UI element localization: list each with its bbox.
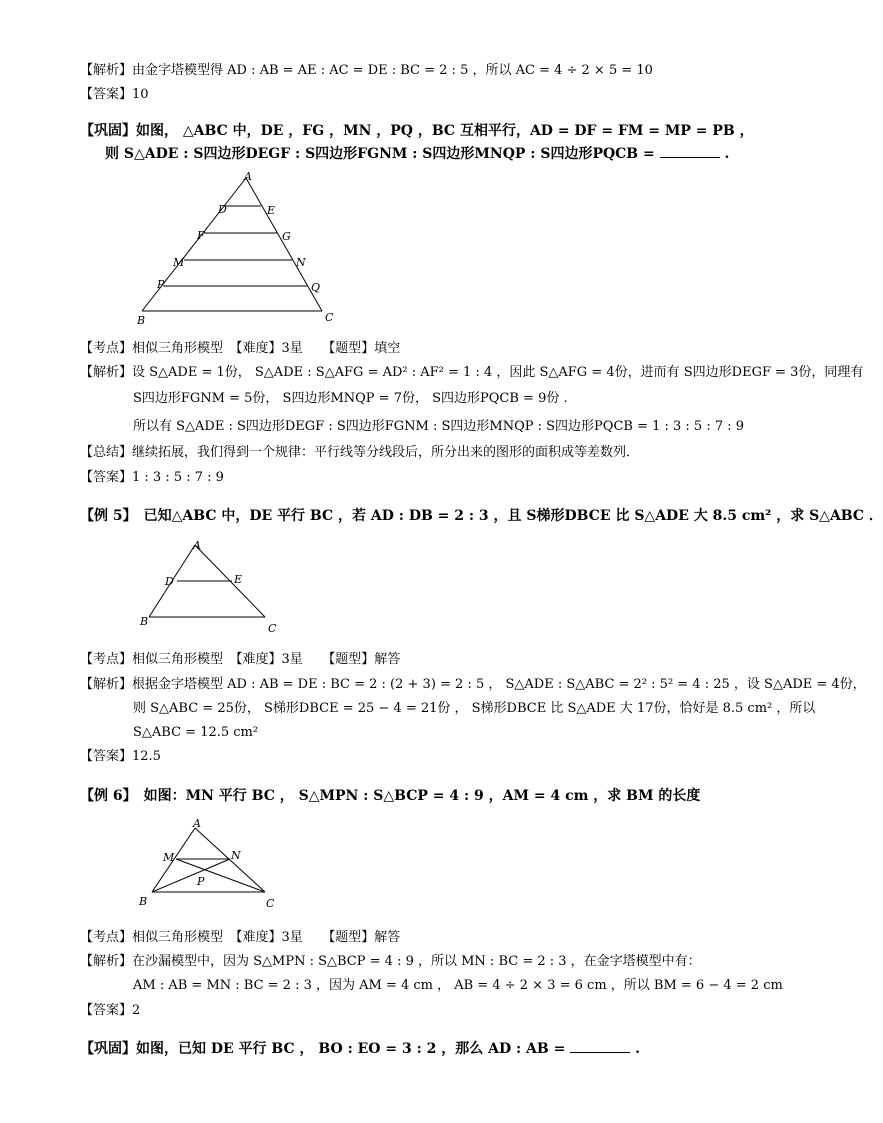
- label-e: E: [234, 573, 243, 586]
- label-d: D: [165, 575, 174, 588]
- label-c: C: [268, 622, 277, 635]
- answer-line: 【答案】12.5: [80, 749, 161, 764]
- question-line: 【巩固】如图， △ABC 中，DE ，FG ，MN ，PQ ，BC 互相平行，AD = DF = FM = MP = PB ，: [80, 123, 754, 139]
- label-a: A: [193, 539, 201, 552]
- analysis-line: 【解析】在沙漏模型中，因为 S△MPN : S△BCP = 4 : 9 ，所以 MN : BC = 2 : 3 ，在金字塔模型中有：: [80, 954, 701, 969]
- label-b: B: [139, 895, 148, 908]
- label-a: A: [244, 170, 252, 183]
- label-a: A: [193, 817, 201, 830]
- label-g: G: [282, 230, 291, 243]
- analysis-line: 【解析】由金字塔模型得 AD : AB = AE : AC = DE : BC = 2 : 5 ，所以 AC = 4 ÷ 2 × 5 = 10: [80, 63, 653, 78]
- label-n: N: [231, 849, 241, 862]
- label-c: C: [325, 311, 334, 324]
- analysis-line: 所以有 S△ADE : S四边形DEGF : S四边形FGNM : S四边形MNQP : S四边形PQCB = 1 : 3 : 5 : 7 : 9: [133, 419, 745, 434]
- question-text: 则 S△ADE : S四边形DEGF : S四边形FGNM : S四边形MNQP : S四边形PQCB =: [105, 146, 655, 162]
- label-p: P: [157, 278, 165, 291]
- answer-blank: [660, 145, 720, 158]
- summary-line: 【总结】继续拓展，我们得到一个规律：平行线等分线段后，所分出来的图形的面积成等差数列．: [80, 445, 640, 460]
- example-title: 【例 5】 已知△ABC 中，DE 平行 BC ，若 AD : DB = 2 : 3 ，且 S梯形DBCE 比 S△ADE 大 8.5 cm² ，求 S△ABC ．: [80, 508, 883, 524]
- analysis-line: S△ABC = 12.5 cm²: [133, 725, 259, 740]
- answer-line: 【答案】10: [80, 87, 149, 102]
- answer-line: 【答案】1 : 3 : 5 : 7 : 9: [80, 470, 224, 485]
- label-q: Q: [311, 281, 321, 294]
- analysis-line: 则 S△ABC = 25份， S梯形DBCE = 25 − 4 = 21份 ， S梯形DBCE 比 S△ADE 大 17份，恰好是 8.5 cm² ，所以: [133, 701, 816, 716]
- triangle-figure: [135, 535, 285, 635]
- meta-line: 【考点】相似三角形模型 【难度】3星 【题型】解答: [80, 652, 401, 667]
- example-title: 【例 6】 如图：MN 平行 BC ， S△MPN : S△BCP = 4 : 9 ，AM = 4 cm ，求 BM 的长度: [80, 788, 701, 804]
- label-p: P: [197, 875, 205, 888]
- meta-line: 【考点】相似三角形模型 【难度】3星 【题型】解答: [80, 930, 401, 945]
- analysis-line: AM : AB = MN : BC = 2 : 3 ，因为 AM = 4 cm ， AB = 4 ÷ 2 × 3 = 6 cm ，所以 BM = 6 − 4 = 2 cm: [133, 978, 783, 993]
- label-f: F: [197, 229, 205, 242]
- label-n: N: [296, 256, 306, 269]
- label-m: M: [173, 256, 185, 269]
- hourglass-figure: [135, 813, 285, 913]
- label-c: C: [266, 897, 275, 910]
- label-e: E: [267, 204, 276, 217]
- trapezoid-figure: [130, 168, 340, 328]
- question-line: 则 S△ADE : S四边形DEGF : S四边形FGNM : S四边形MNQP : S四边形PQCB = .: [105, 146, 730, 162]
- label-b: B: [140, 615, 149, 628]
- label-b: B: [137, 314, 146, 327]
- answer-blank: [570, 1040, 630, 1053]
- analysis-line: S四边形FGNM = 5份， S四边形MNQP = 7份， S四边形PQCB = 9份 .: [133, 391, 568, 406]
- label-d: D: [218, 203, 227, 216]
- answer-line: 【答案】2: [80, 1003, 141, 1018]
- meta-line: 【考点】相似三角形模型 【难度】3星 【题型】填空: [80, 341, 401, 356]
- question-line: 【巩固】如图，已知 DE 平行 BC ， BO : EO = 3 : 2 ，那么 AD : AB = .: [80, 1041, 640, 1057]
- analysis-line: 【解析】设 S△ADE = 1份， S△ADE : S△AFG = AD² : AF² = 1 : 4 ，因此 S△AFG = 4份，进而有 S四边形DEGF = 3份，同理有: [80, 365, 864, 380]
- label-m: M: [163, 851, 175, 864]
- analysis-line: 【解析】根据金字塔模型 AD : AB = DE : BC = 2 : (2 + 3) = 2 : 5 ， S△ADE : S△ABC = 2² : 5² = 4 : 25 ，设 S△ADE = 4份，: [80, 677, 866, 692]
- question-text: 【巩固】如图，已知 DE 平行 BC ， BO : EO = 3 : 2 ，那么 AD : AB =: [80, 1041, 566, 1057]
